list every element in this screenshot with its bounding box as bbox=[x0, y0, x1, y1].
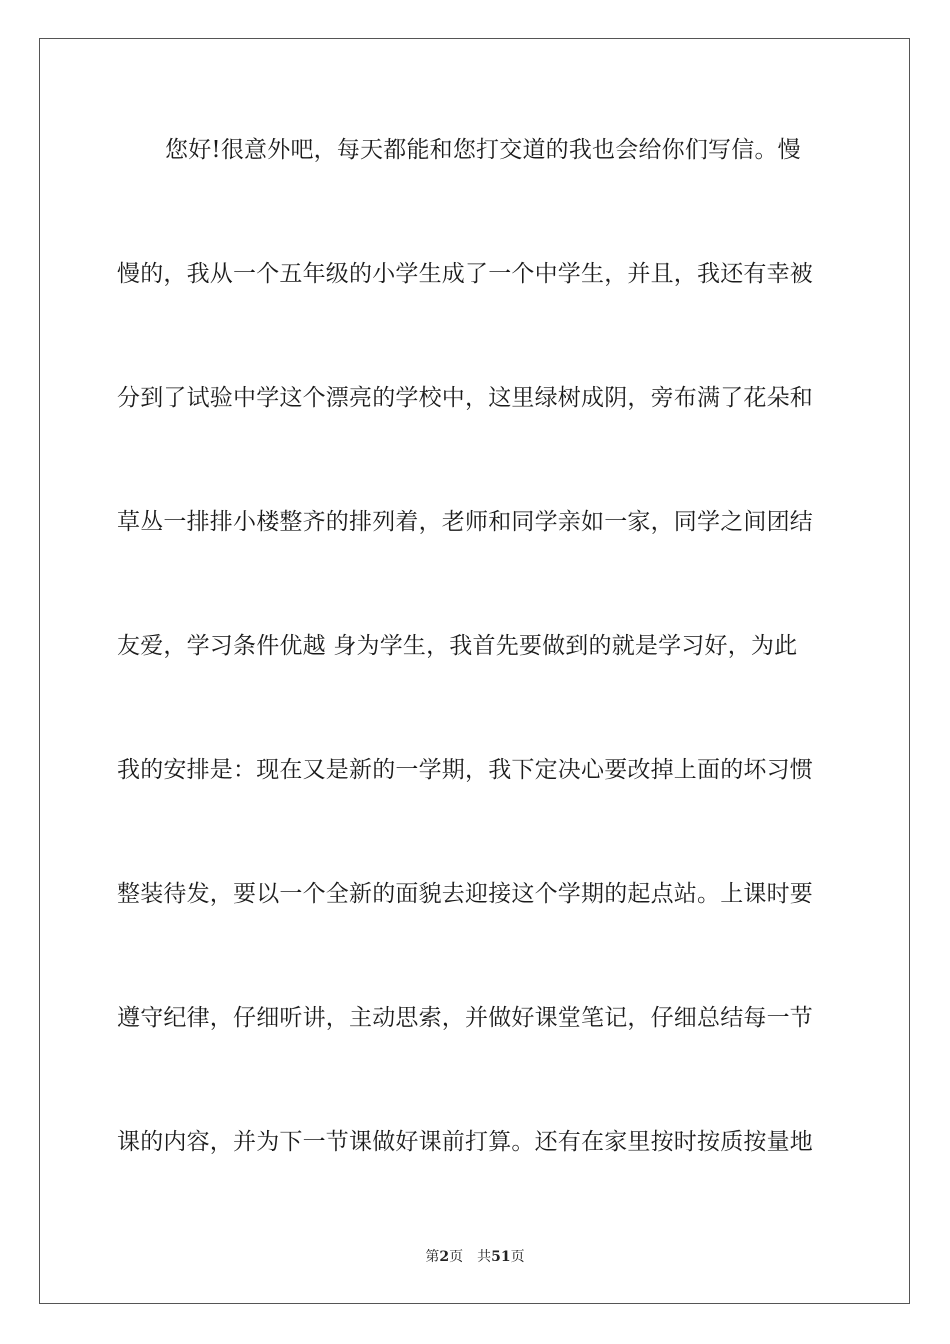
total-pages: 51 bbox=[491, 1249, 511, 1265]
page-border bbox=[39, 38, 910, 1304]
body-text-line-5: 友爱，学习条件优越 身为学生，我首先要做到的就是学习好，为此 bbox=[117, 633, 798, 659]
body-text-line-2: 慢的，我从一个五年级的小学生成了一个中学生，并且，我还有幸被 bbox=[117, 261, 813, 287]
body-text-line-9: 课的内容，并为下一节课做好课前打算。还有在家里按时按质按量地 bbox=[117, 1129, 813, 1155]
body-text-line-6: 我的安排是：现在又是新的一学期，我下定决心要改掉上面的坏习惯 bbox=[117, 757, 813, 783]
page-footer bbox=[0, 1248, 950, 1266]
body-text-line-7: 整装待发，要以一个全新的面貌去迎接这个学期的起点站。上课时要 bbox=[117, 881, 813, 907]
page-suffix: 页 bbox=[449, 1249, 464, 1265]
page-prefix: 第 bbox=[425, 1249, 440, 1265]
body-text-line-8: 遵守纪律，仔细听讲，主动思索，并做好课堂笔记，仔细总结每一节 bbox=[117, 1005, 813, 1031]
page-number: 2 bbox=[439, 1249, 450, 1265]
total-suffix: 页 bbox=[510, 1249, 525, 1265]
total-prefix: 共 bbox=[477, 1249, 492, 1265]
body-text-line-1: 您好!很意外吧，每天都能和您打交道的我也会给你们写信。慢 bbox=[165, 137, 801, 163]
body-text-line-4: 草丛一排排小楼整齐的排列着，老师和同学亲如一家，同学之间团结 bbox=[117, 509, 813, 535]
body-text-line-3: 分到了试验中学这个漂亮的学校中，这里绿树成阴，旁布满了花朵和 bbox=[117, 385, 813, 411]
